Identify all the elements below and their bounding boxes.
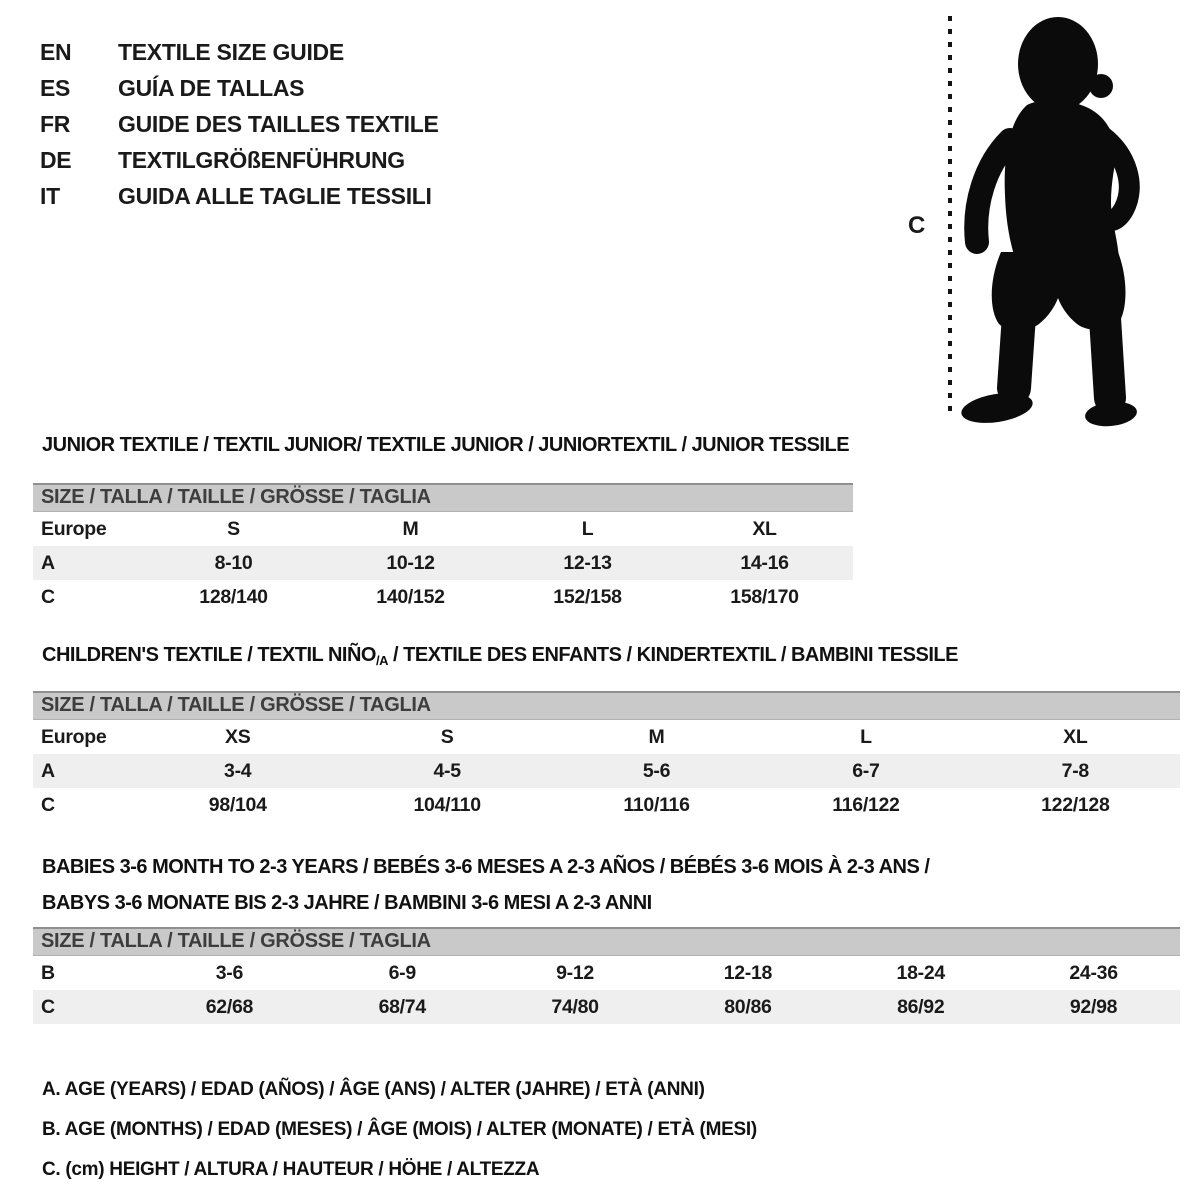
height-cell: 80/86 [724,996,772,1018]
size-cell: S [227,518,240,540]
toddler-silhouette-icon [955,10,1165,440]
heading-line: BABYS 3-6 MONATE BIS 2-3 JAHRE / BAMBINI 3-6 MESI A 2-3 ANNI [42,892,652,914]
age-cell: 3-4 [224,760,252,782]
heading-line: BABIES 3-6 MONTH TO 2-3 YEARS / BEBÉS 3-6 MESES A 2-3 AÑOS / BÉBÉS 3-6 MOIS À 2-3 ANS / [42,856,930,878]
language-code: EN [40,39,72,65]
table-row-height [33,990,1180,1024]
months-cell: 18-24 [896,962,945,984]
language-row [40,106,439,142]
height-cell: 122/128 [1041,794,1110,816]
height-cell: 86/92 [897,996,945,1018]
table-row-europe [33,512,853,546]
months-cell: 12-18 [723,962,773,984]
age-cell: 12-13 [563,552,612,574]
age-cell: 14-16 [740,552,789,574]
language-row [40,34,439,70]
language-title: GUÍA DE TALLAS [118,75,305,101]
row-label: A [41,760,55,782]
height-cell: 62/68 [205,996,254,1018]
size-cell: L [860,726,872,748]
age-cell: 7-8 [1061,760,1089,782]
legend-line-b: B. AGE (MONTHS) / EDAD (MESES) / ÂGE (MOIS) / ALTER (MONATE) / ETÀ (MESI) [42,1119,757,1140]
language-title: TEXTILE SIZE GUIDE [118,39,344,65]
table-header-size: SIZE / TALLA / TAILLE / GRÖSSE / TAGLIA [33,927,1180,956]
height-cell: 68/74 [378,996,426,1018]
size-cell: M [402,518,419,540]
junior-size-table [33,483,853,614]
height-cell: 140/152 [376,586,445,608]
table-header-size: SIZE / TALLA / TAILLE / GRÖSSE / TAGLIA [33,483,853,512]
language-code: ES [40,75,71,101]
height-cell: 104/110 [413,794,481,816]
height-cell: 92/98 [1069,996,1118,1018]
months-cell: 9-12 [556,962,594,984]
age-cell: 4-5 [433,760,461,782]
height-cell: 110/116 [623,794,690,816]
junior-section-heading: JUNIOR TEXTILE / TEXTIL JUNIOR/ TEXTILE JUNIOR / JUNIORTEXTIL / JUNIOR TESSILE [42,434,850,456]
table-row-months [33,956,1180,990]
row-label: Europe [41,518,107,540]
language-row [40,70,439,106]
age-cell: 6-7 [852,760,880,782]
language-row [40,178,439,214]
language-code: FR [40,111,71,137]
children-section-heading [42,644,958,668]
language-code: DE [40,147,72,173]
months-cell: 3-6 [215,962,244,984]
row-label: A [41,552,55,574]
row-label: B [41,962,55,984]
height-measure-label: C [908,212,926,239]
height-cell: 158/170 [730,586,799,608]
height-cell: 98/104 [208,794,267,816]
language-title: GUIDA ALLE TAGLIE TESSILI [118,183,432,209]
size-cell: L [581,518,594,540]
table-row-height [33,580,853,614]
language-code: IT [40,183,60,209]
age-cell: 5-6 [642,760,671,782]
table-row-height [33,788,1180,822]
language-row [40,142,439,178]
months-cell: 6-9 [388,962,416,984]
heading-subscript: /A [375,653,388,668]
height-cell: 74/80 [551,996,599,1018]
size-cell: XS [224,726,251,748]
age-cell: 8-10 [214,552,253,574]
language-list [40,34,439,214]
children-size-table [33,691,1180,822]
height-cell: 116/122 [832,794,900,816]
size-cell: XL [752,518,777,540]
height-cell: 152/158 [553,586,622,608]
size-cell: XL [1063,726,1088,748]
row-label: C [41,996,55,1018]
babies-section-heading [42,849,929,921]
legend-line-c: C. (cm) HEIGHT / ALTURA / HAUTEUR / HÖHE / ALTEZZA [42,1159,540,1180]
table-row-age [33,754,1180,788]
size-cell: S [440,726,454,748]
table-row-europe [33,720,1180,754]
measurement-legend [42,1070,757,1190]
age-cell: 10-12 [386,552,435,574]
language-title: TEXTILGRÖßENFÜHRUNG [118,147,405,173]
table-row-age [33,546,853,580]
row-label: C [41,794,55,816]
height-cell: 128/140 [199,586,268,608]
language-title: GUIDE DES TAILLES TEXTILE [118,111,439,137]
heading-text: / TEXTILE DES ENFANTS / KINDERTEXTIL / BAMBINI TESSILE [387,644,958,666]
legend-line-a: A. AGE (YEARS) / EDAD (AÑOS) / ÂGE (ANS) / ALTER (JAHRE) / ETÀ (ANNI) [42,1079,705,1100]
months-cell: 24-36 [1069,962,1118,984]
row-label: C [41,586,55,608]
babies-size-table [33,927,1180,1024]
heading-text: CHILDREN'S TEXTILE / TEXTIL NIÑO [42,644,376,666]
size-cell: M [648,726,665,748]
table-header-size: SIZE / TALLA / TAILLE / GRÖSSE / TAGLIA [33,691,1180,720]
height-measure-dashed-line [948,16,952,416]
row-label: Europe [41,726,107,748]
